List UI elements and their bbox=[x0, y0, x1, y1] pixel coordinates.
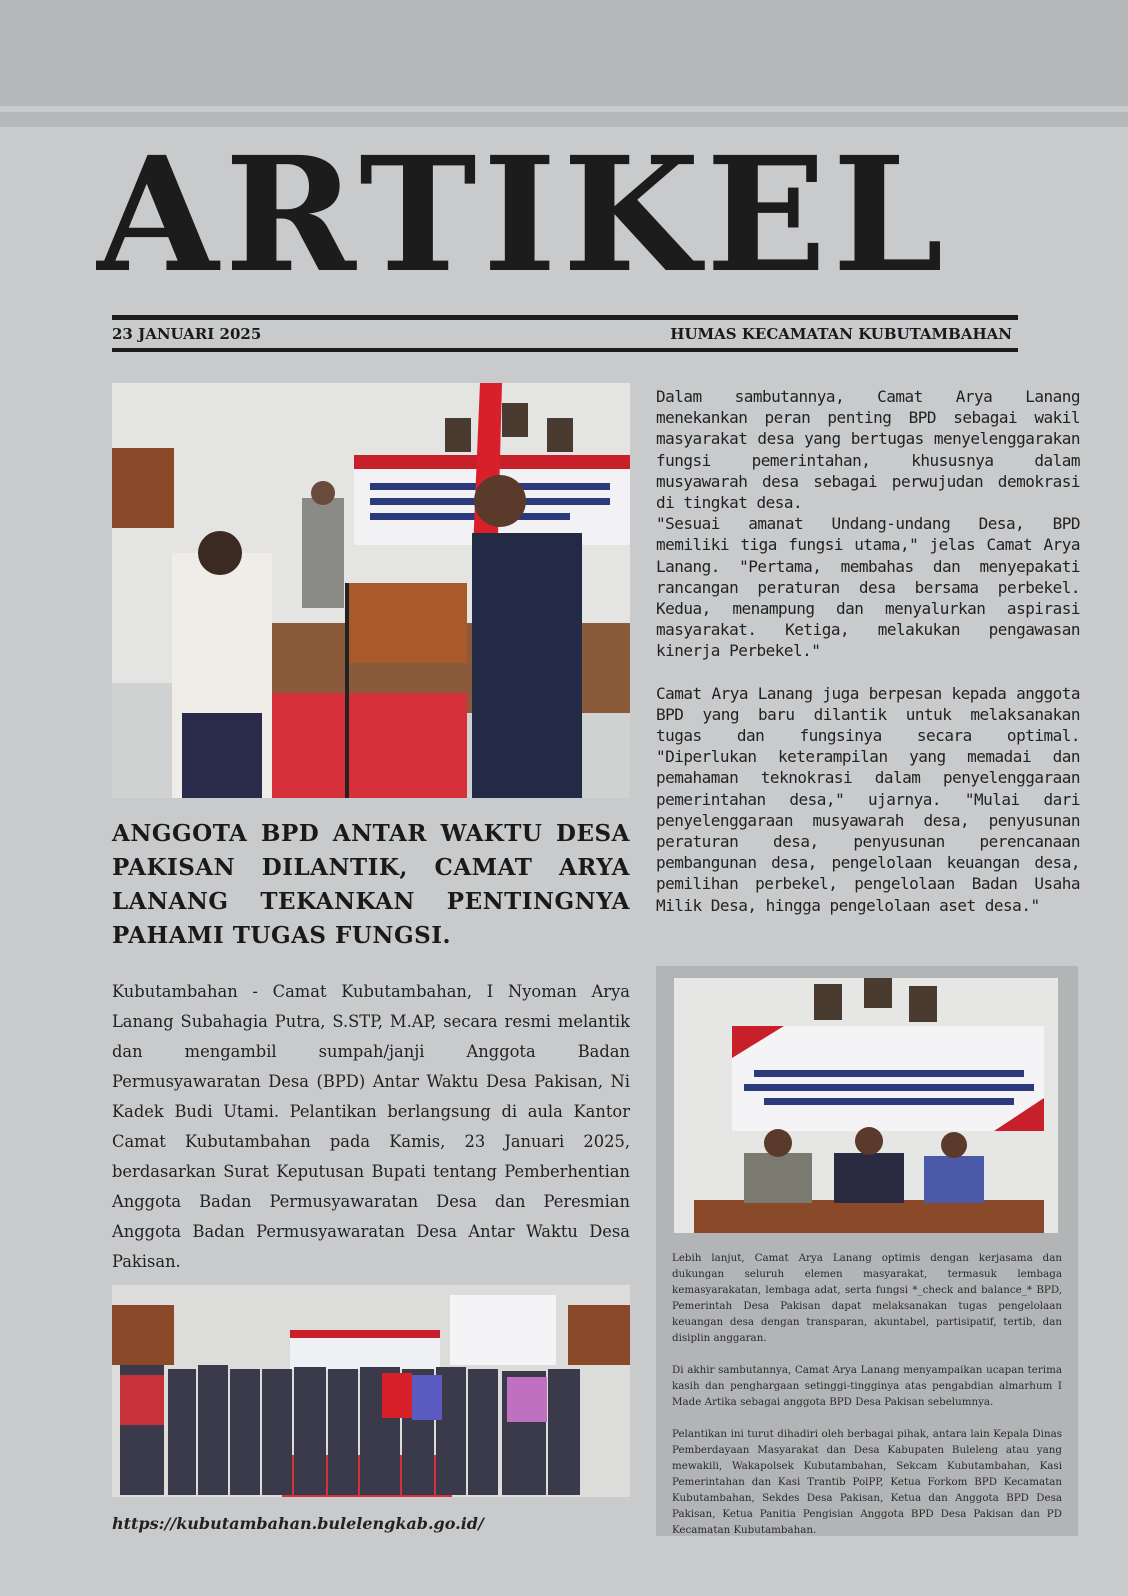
publish-date: 23 JANUARI 2025 bbox=[112, 325, 262, 343]
top-band bbox=[0, 0, 1128, 106]
sidebar-paragraph-3: Pelantikan ini turut dihadiri oleh berbagai pihak, antara lain Kepala Dinas Pemberdayaan Masyarakat dan Desa Kabupaten Buleleng atau yang mewakili, Wakapolsek Kubutambahan, Sekcam Kubutambahan, Kasi Pemerintahan dan Kasi Trantib PolPP, Ketua Forkom BPD Kecamatan Kubutambahan, Sekdes Desa Pakisan, Ketua dan Anggota BPD Desa Pakisan, Ketua Panitia Pengisian Anggota BPD Desa Pakisan dan PD Kecamatan Kubutambahan. bbox=[672, 1428, 1062, 1536]
top-stripe bbox=[0, 112, 1128, 127]
publisher: HUMAS KECAMATAN KUBUTAMBAHAN bbox=[670, 325, 1012, 343]
right-column-text bbox=[656, 386, 1080, 916]
dateline bbox=[112, 323, 1018, 345]
sidebar-box bbox=[656, 966, 1078, 1536]
source-link[interactable]: https://kubutambahan.bulelengkab.go.id/ bbox=[112, 1514, 484, 1533]
article-lead: Kubutambahan - Camat Kubutambahan, I Nyoman Arya Lanang Subahagia Putra, S.STP, M.AP, secara resmi melantik dan mengambil sumpah/janji Anggota Badan Permusyawaratan Desa (BPD) Antar Waktu Desa Pakisan, Ni Kadek Budi Utami. Pelantikan berlangsung di aula Kantor Camat Kubutambahan pada Kamis, 23 Januari 2025, berdasarkan Surat Keputusan Bupati tentang Pemberhentian Anggota Badan Permusyawaratan Desa dan Peresmian Anggota Badan Permusyawaratan Desa Antar Waktu Desa Pakisan. bbox=[112, 982, 630, 1271]
sidebar-paragraph-2: Di akhir sambutannya, Camat Arya Lanang menyampaikan ucapan terima kasih dan penghargaan setinggi-tingginya atas pengabdian almarhum I Made Artika sebagai anggota BPD Desa Pakisan sebelumnya. bbox=[672, 1364, 1062, 1408]
paragraph-2: "Sesuai amanat Undang-undang Desa, BPD memiliki tiga fungsi utama," jelas Camat Arya Lanang. "Pertama, membahas dan menyepakati rancangan peraturan desa bersama perbekel. Kedua, menampung dan menyalurkan aspirasi masyarakat. Ketiga, melakukan pengawasan kinerja Perbekel." bbox=[656, 514, 1080, 661]
rule-top bbox=[112, 315, 1018, 320]
masthead-title: ARTIKEL bbox=[96, 132, 950, 300]
sidebar-text bbox=[672, 1250, 1062, 1554]
photo-group bbox=[112, 1285, 630, 1497]
rule-bottom bbox=[112, 348, 1018, 352]
photo-officials bbox=[674, 978, 1058, 1233]
sidebar-paragraph-1: Lebih lanjut, Camat Arya Lanang optimis dengan kerjasama dan dukungan seluruh elemen masyarakat, termasuk lembaga kemasyarakatan, lembaga adat, serta fungsi *_check and balance_* BPD, Pemerintah Desa Pakisan dapat melaksanakan tugas pengelolaan keuangan desa dengan transparan, akuntabel, partisipatif, tertib, dan disiplin anggaran. bbox=[672, 1252, 1062, 1344]
article-headline: ANGGOTA BPD ANTAR WAKTU DESA PAKISAN DILANTIK, CAMAT ARYA LANANG TEKANKAN PENTINGNYA PAHAMI TUGAS FUNGSI. bbox=[112, 820, 630, 949]
paragraph-1: Dalam sambutannya, Camat Arya Lanang menekankan peran penting BPD sebagai wakil masyarakat desa yang bertugas menyelenggarakan fungsi pemerintahan, khususnya dalam musyawarah desa sebagai perwujudan demokrasi di tingkat desa. bbox=[656, 387, 1080, 513]
paragraph-3: Camat Arya Lanang juga berpesan kepada anggota BPD yang baru dilantik untuk melaksanakan tugas dan fungsinya secara optimal. "Diperlukan keterampilan yang memadai dan pemahaman teknokrasi dalam penyelenggaraan pemerintahan desa," ujarnya. "Mulai dari penyelenggaraan musyawarah desa, penyusunan peraturan desa, penyusunan perencanaan pembangunan desa, pengelolaan keuangan desa, pemilihan perbekel, pengelolaan Badan Usaha Milik Desa, hingga pengelolaan aset desa." bbox=[656, 683, 1080, 915]
photo-swearing-in bbox=[112, 383, 630, 798]
